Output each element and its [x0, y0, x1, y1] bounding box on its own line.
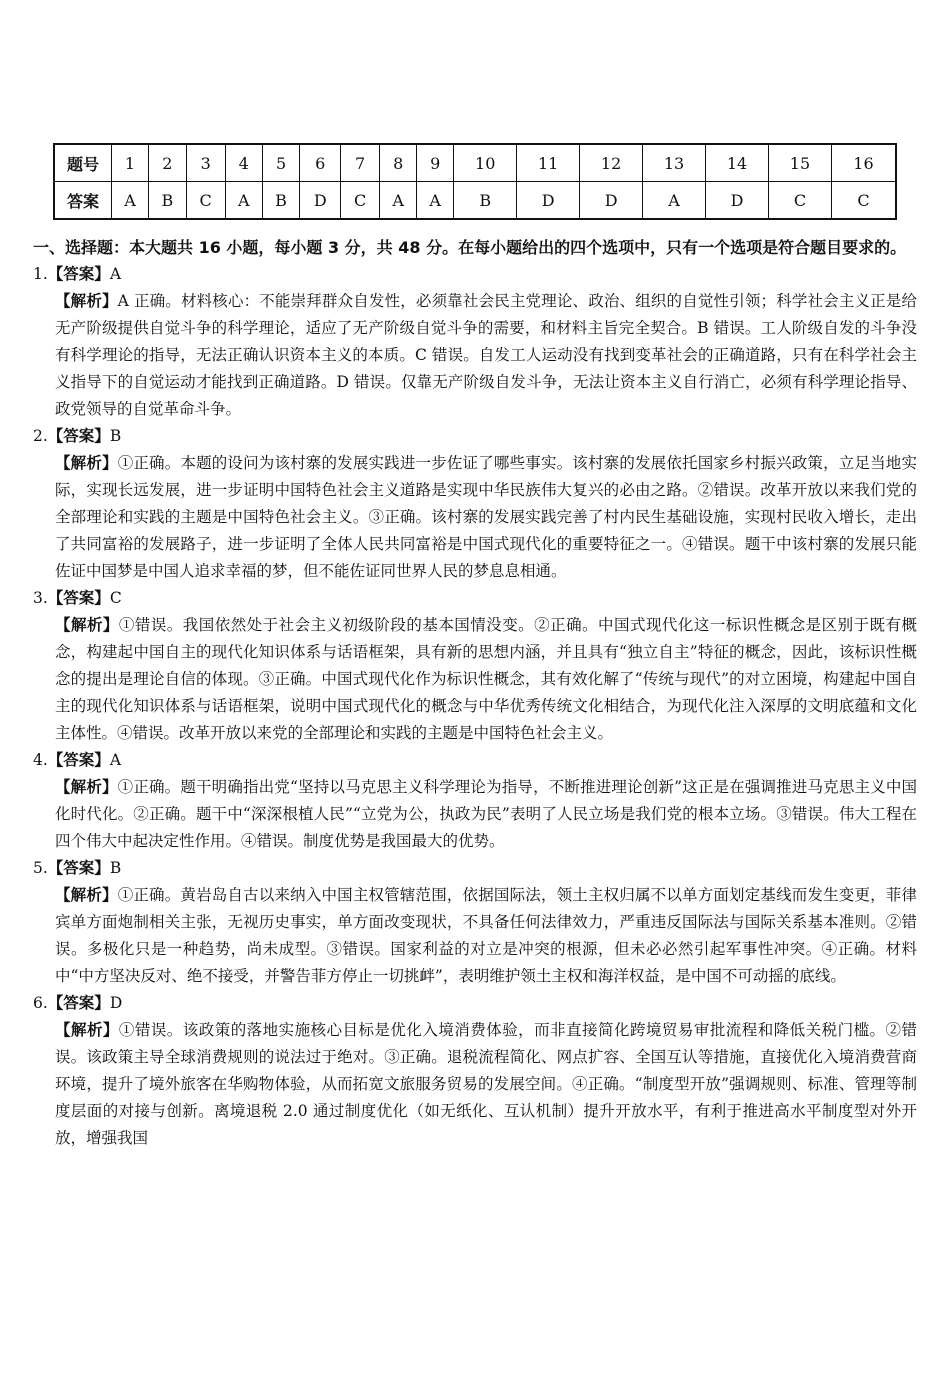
answer-cell: A — [380, 182, 417, 220]
question-number-cell: 10 — [454, 144, 517, 182]
question-number-header: 题号 — [54, 144, 112, 182]
analysis-paragraph — [33, 774, 917, 855]
answer-value: A — [109, 265, 122, 283]
question-number-cell: 12 — [580, 144, 643, 182]
analysis-text: ①错误。该政策的落地实施核心目标是优化入境消费体验，而非直接简化跨境贸易审批流程和降低关税门槛。②错误。该政策主导全球消费规则的说法过于绝对。③正确。退税流程简化、网点扩容、全国互认等措施，直接优化入境消费营商环境，提升了境外旅客在华购物体验，从而拓宽文旅服务贸易的发展空间。④正确。“制度型开放”强调规则、标准、管理等制度层面的对接与创新。离境退税 2.0 通过制度优化（如无纸化、互认机制）提升开放水平，有利于推进高水平制度型对外开放，增强我国 — [55, 1021, 917, 1147]
question-number: 5. — [33, 859, 48, 877]
answer-line — [33, 747, 917, 774]
question-number-cell: 14 — [706, 144, 769, 182]
answer-cell: B — [262, 182, 300, 220]
analysis-text: ①错误。我国依然处于社会主义初级阶段的基本国情没变。②正确。中国式现代化这一标识性概念是区别于既有概念，构建起中国自主的现代化知识体系与话语框架，具有新的思想内涵，并且具有“独立自主”特征的概念，因此，该标识性概念的提出是理论自信的体现。③正确。中国式现代化作为标识性概念，其有效化解了“传统与现代”的对立困境，构建起中国自主的现代化知识体系与话语框架，说明中国式现代化的概念与中华优秀传统文化相结合，为现代化注入深厚的文明底蕴和文化主体性。④错误。改革开放以来党的全部理论和实践的主题是中国特色社会主义。 — [55, 616, 917, 742]
answer-value: B — [109, 859, 122, 877]
question-number-cell: 6 — [300, 144, 341, 182]
answer-cell: B — [149, 182, 187, 220]
analysis-tag: 【解析】 — [55, 1021, 119, 1039]
question-number: 1. — [33, 265, 48, 283]
answer-cell: C — [186, 182, 225, 220]
question-number-cell: 8 — [380, 144, 417, 182]
question-item — [33, 585, 917, 747]
question-number: 3. — [33, 589, 48, 607]
answer-cell: D — [300, 182, 341, 220]
analysis-text: ①正确。本题的设问为该村寨的发展实践进一步佐证了哪些事实。该村寨的发展依托国家乡村振兴政策，立足当地实际，实现长远发展，进一步证明中国特色社会主义道路是实现中华民族伟大复兴的必由之路。②错误。改革开放以来我们党的全部理论和实践的主题是中国特色社会主义。③正确。该村寨的发展实践完善了村内民生基础设施，实现村民收入增长，走出了共同富裕的发展路子，进一步证明了全体人民共同富裕是中国式现代化的重要特征之一。④错误。题干中该村寨的发展只能佐证中国梦是中国人追求幸福的梦，但不能佐证同世界人民的梦息息相通。 — [55, 454, 917, 580]
answer-cell: C — [768, 182, 831, 220]
question-number-cell: 7 — [341, 144, 380, 182]
answer-value: C — [109, 589, 122, 607]
question-number-cell: 16 — [831, 144, 896, 182]
answer-cell: A — [225, 182, 262, 220]
question-number-cell: 15 — [768, 144, 831, 182]
answer-cell: A — [112, 182, 149, 220]
answer-tag: 【答案】 — [47, 994, 110, 1012]
analysis-text: A 正确。材料核心：不能崇拜群众自发性，必须靠社会民主党理论、政治、组织的自觉性引领；科学社会主义正是给无产阶级提供自觉斗争的科学理论，适应了无产阶级自觉斗争的需要，和材料主旨完全契合。B 错误。工人阶级自发的斗争没有科学理论的指导，无法正确认识资本主义的本质。C 错误。自发工人运动没有找到变革社会的正确道路，只有在科学社会主义指导下的自觉运动才能找到正确道路。D 错误。仅靠无产阶级自发斗争，无法让资本主义自行消亡，必须有科学理论指导、政党领导的自觉革命斗争。 — [55, 292, 917, 418]
question-number-cell: 5 — [262, 144, 300, 182]
answer-line — [33, 585, 917, 612]
answer-tag: 【答案】 — [47, 427, 110, 445]
answer-cell: C — [341, 182, 380, 220]
answer-line — [33, 855, 917, 882]
analysis-tag: 【解析】 — [55, 886, 118, 904]
answer-row — [54, 182, 896, 220]
answer-line — [33, 261, 917, 288]
answer-tag: 【答案】 — [47, 859, 110, 877]
analysis-paragraph — [33, 882, 917, 990]
question-number-cell: 4 — [225, 144, 262, 182]
question-item — [33, 990, 917, 1152]
answer-cell: C — [831, 182, 896, 220]
answer-value: B — [109, 427, 122, 445]
answer-tag: 【答案】 — [47, 265, 110, 283]
answer-cell: B — [454, 182, 517, 220]
question-list — [33, 261, 917, 1152]
answer-cell: A — [417, 182, 454, 220]
answer-cell: D — [580, 182, 643, 220]
answer-tag: 【答案】 — [47, 589, 110, 607]
question-item — [33, 261, 917, 423]
answer-cell: A — [643, 182, 706, 220]
answer-cell: D — [517, 182, 580, 220]
analysis-text: ①正确。题干明确指出党“坚持以马克思主义科学理论为指导，不断推进理论创新”这正是在强调推进马克思主义中国化时代化。②正确。题干中“深深根植人民”“立党为公，执政为民”表明了人民立场是我们党的根本立场。③错误。伟大工程在四个伟大中起决定性作用。④错误。制度优势是我国最大的优势。 — [55, 778, 917, 850]
question-number: 4. — [33, 751, 48, 769]
answer-tag: 【答案】 — [47, 751, 110, 769]
question-number: 2. — [33, 427, 48, 445]
question-number-cell: 11 — [517, 144, 580, 182]
answer-header: 答案 — [54, 182, 112, 220]
answer-value: A — [109, 751, 122, 769]
answer-line — [33, 423, 917, 450]
analysis-paragraph — [33, 1017, 917, 1152]
question-item — [33, 747, 917, 855]
question-number-row — [54, 144, 896, 182]
analysis-paragraph — [33, 288, 917, 423]
question-number-cell: 3 — [186, 144, 225, 182]
question-number: 6. — [33, 994, 48, 1012]
analysis-paragraph — [33, 450, 917, 585]
answer-page — [33, 143, 917, 1152]
question-number-cell: 1 — [112, 144, 149, 182]
answer-cell: D — [706, 182, 769, 220]
analysis-text: ①正确。黄岩岛自古以来纳入中国主权管辖范围，依据国际法，领土主权归属不以单方面划定基线而发生变更，菲律宾单方面炮制相关主张，无视历史事实，单方面改变现状，不具备任何法律效力，严重违反国际法与国际关系基本准则。②错误。多极化只是一种趋势，尚未成型。③错误。国家利益的对立是冲突的根源，但未必必然引起军事性冲突。④正确。材料中“中方坚决反对、绝不接受，并警告菲方停止一切挑衅”，表明维护领土主权和海洋权益，是中国不可动摇的底线。 — [55, 886, 917, 985]
question-item — [33, 855, 917, 990]
question-number-cell: 9 — [417, 144, 454, 182]
answer-value: D — [109, 994, 123, 1012]
question-item — [33, 423, 917, 585]
analysis-tag: 【解析】 — [55, 292, 118, 310]
analysis-tag: 【解析】 — [55, 616, 119, 634]
question-number-cell: 13 — [643, 144, 706, 182]
section-title: 一、选择题：本大题共 16 小题，每小题 3 分，共 48 分。在每小题给出的四个选项中，只有一个选项是符合题目要求的。 — [33, 238, 907, 257]
answer-key-table — [53, 143, 897, 220]
analysis-paragraph — [33, 612, 917, 747]
answer-line — [33, 990, 917, 1017]
question-number-cell: 2 — [149, 144, 187, 182]
analysis-tag: 【解析】 — [55, 778, 118, 796]
analysis-tag: 【解析】 — [55, 454, 118, 472]
